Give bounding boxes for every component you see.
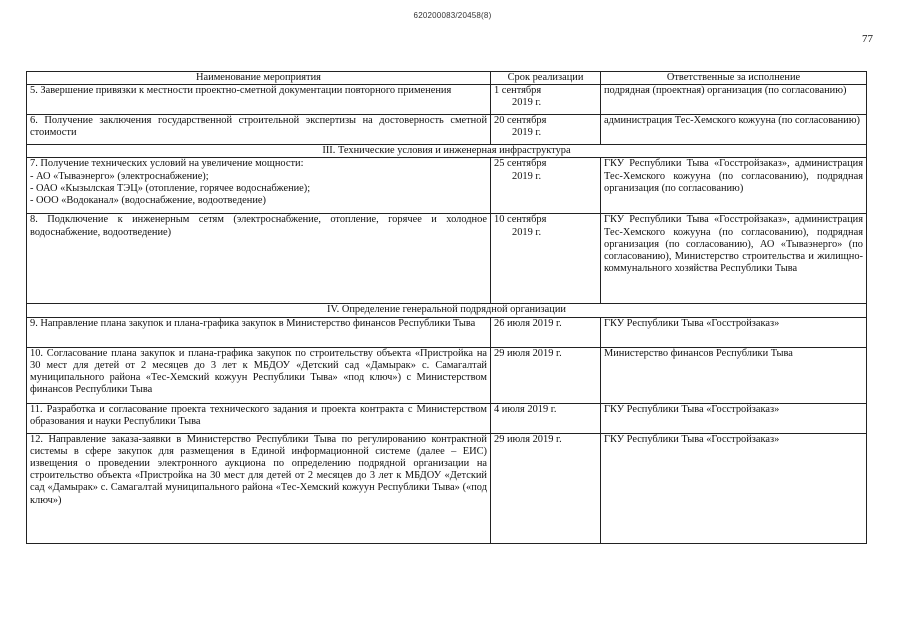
responsible-cell: администрация Тес-Хемского кожууна (по согласованию)	[601, 115, 867, 145]
header-activity: Наименование мероприятия	[27, 72, 491, 85]
deadline-cell	[491, 158, 601, 214]
activity-line: 7. Получение технических условий на увеличение мощности:	[30, 158, 304, 170]
schedule-table	[26, 71, 867, 544]
deadline-date: 10 сентября	[494, 214, 547, 226]
table-row	[27, 403, 867, 433]
table-header-row	[27, 72, 867, 85]
deadline-year: 2019 г.	[512, 170, 542, 182]
responsible-cell: подрядная (проектная) организация (по согласованию)	[601, 85, 867, 115]
deadline-date: 20 сентября	[494, 115, 547, 127]
activity-cell: 9. Направление плана закупок и плана-графика закупок в Министерство финансов Республики Тыва	[27, 317, 491, 347]
deadline-date: 25 сентября	[494, 158, 547, 170]
table-row	[27, 317, 867, 347]
section-row	[27, 304, 867, 317]
activity-line: - ООО «Водоканал» (водоснабжение, водоотведение)	[30, 195, 266, 207]
table-row	[27, 85, 867, 115]
header-responsible: Ответственные за исполнение	[601, 72, 867, 85]
responsible-cell: ГКУ Республики Тыва «Госстройзаказ», администрация Тес-Хемского кожууна (по согласованию), подрядная организация (по согласованию), АО «Тываэнерго» (по согласованию), Министерство строительства и жилищно-коммунального хозяйства Республики Тыва	[601, 214, 867, 304]
table-row	[27, 115, 867, 145]
activity-cell	[27, 158, 491, 214]
activity-cell: 8. Подключение к инженерным сетям (электроснабжение, отопление, горячее и холодное водоснабжение, водоотведение)	[27, 214, 491, 304]
deadline-cell	[491, 214, 601, 304]
table-row	[27, 433, 867, 543]
header-deadline: Срок реализации	[491, 72, 601, 85]
deadline-cell: 4 июля 2019 г.	[491, 403, 601, 433]
deadline-year: 2019 г.	[512, 127, 542, 139]
activity-cell: 11. Разработка и согласование проекта технического задания и проекта контракта с Министерством образования и науки Республики Тыва	[27, 403, 491, 433]
activity-line: - АО «Тываэнерго» (электроснабжение);	[30, 170, 209, 182]
table-row	[27, 214, 867, 304]
table-row	[27, 158, 867, 214]
page-number: 77	[862, 33, 873, 45]
activity-line: - ОАО «Кызылская ТЭЦ» (отопление, горячее водоснабжение);	[30, 182, 311, 194]
section-title: IV. Определение генеральной подрядной организации	[27, 304, 867, 317]
table-row	[27, 347, 867, 403]
deadline-cell: 29 июля 2019 г.	[491, 433, 601, 543]
deadline-cell	[491, 85, 601, 115]
section-row	[27, 145, 867, 158]
responsible-cell: ГКУ Республики Тыва «Госстройзаказ», администрация Тес-Хемского кожууна (по согласованию), подрядная организация (по согласованию)	[601, 158, 867, 214]
deadline-year: 2019 г.	[512, 226, 542, 238]
deadline-year: 2019 г.	[512, 97, 542, 109]
deadline-cell: 29 июля 2019 г.	[491, 347, 601, 403]
activity-cell: 5. Завершение привязки к местности проектно-сметной документации повторного применения	[27, 85, 491, 115]
section-title: III. Технические условия и инженерная инфраструктура	[27, 145, 867, 158]
deadline-date: 1 сентября	[494, 85, 542, 97]
responsible-cell: ГКУ Республики Тыва «Госстройзаказ»	[601, 317, 867, 347]
deadline-cell	[491, 115, 601, 145]
deadline-cell: 26 июля 2019 г.	[491, 317, 601, 347]
activity-cell: 6. Получение заключения государственной строительной экспертизы на достоверность сметной стоимости	[27, 115, 491, 145]
activity-cell: 12. Направление заказа-заявки в Министерство Республики Тыва по регулированию контрактной системы в сфере закупок для размещения в Единой информационной системе (далее – ЕИС) извещения о проведении электронного аукциона по определению подрядной организации на строительство объекта «Пристройка на 30 мест для детей от 2 месяцев до 3 лет к МБДОУ «Детский сад «Дамырак» с. Самагалтай муниципального района «Тес-Хемский кожуун Республики Тыва» («под ключ»)	[27, 433, 491, 543]
responsible-cell: ГКУ Республики Тыва «Госстройзаказ»	[601, 403, 867, 433]
responsible-cell: Министерство финансов Республики Тыва	[601, 347, 867, 403]
document-id: 620200083/20458(8)	[413, 11, 492, 20]
responsible-cell: ГКУ Республики Тыва «Госстройзаказ»	[601, 433, 867, 543]
activity-cell: 10. Согласование плана закупок и плана-графика закупок по строительству объекта «Пристройка на 30 мест для детей от 2 месяцев до 3 лет к МБДОУ «Детский сад «Дамырак» с. Самагалтай муниципального района «Тес-Хемский кожуун Республики Тыва» «под ключ») с Министерством финансов Республики Тыва	[27, 347, 491, 403]
